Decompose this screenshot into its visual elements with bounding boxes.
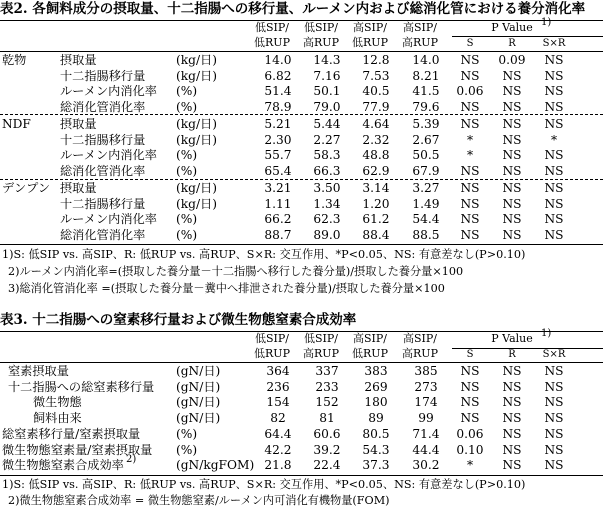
table-cell-value: 5.21 bbox=[264, 117, 292, 131]
table3-title: 表3. 十二指腸への窒素移行量および微生物態窒素合成効率 bbox=[0, 312, 357, 328]
column-header-line1: 低SIP/ bbox=[255, 332, 289, 345]
pvalue-col-sxr: S×R bbox=[542, 38, 566, 49]
table-cell-value: 89 bbox=[368, 411, 384, 426]
footnote: 2)微生物態窒素合成効率 = 微生物態窒素/ルーメン内可消化有機物量(FOM) bbox=[8, 494, 390, 507]
table-cell-pvalue: NS bbox=[544, 148, 564, 163]
table-cell-value: 39.2 bbox=[313, 442, 341, 457]
table-cell-value: 14.0 bbox=[412, 53, 440, 67]
table-cell-value: 81 bbox=[319, 411, 335, 426]
table2-group-divider bbox=[0, 114, 603, 115]
table-cell-value: 180 bbox=[364, 395, 388, 410]
table-cell-value: 5.39 bbox=[412, 117, 440, 131]
table-cell-pvalue: NS bbox=[502, 99, 522, 114]
table-cell-value: 1.20 bbox=[362, 196, 390, 211]
row-label: ルーメン内消化率 bbox=[60, 212, 157, 227]
row-unit: (gN/kgFOM) bbox=[176, 458, 255, 473]
table-cell-pvalue: NS bbox=[502, 212, 522, 227]
table-cell-value: 89.0 bbox=[313, 227, 341, 242]
column-header-line1: 低SIP/ bbox=[304, 21, 338, 34]
table-cell-pvalue: NS bbox=[502, 227, 522, 242]
row-label: 微生物態窒素量/窒素摂取量 bbox=[2, 442, 153, 457]
row-unit: (kg/日) bbox=[176, 53, 217, 67]
table-cell-pvalue: 0.10 bbox=[456, 442, 484, 457]
table-cell-pvalue: NS bbox=[544, 379, 564, 394]
table-cell-pvalue: NS bbox=[502, 163, 522, 178]
table3-header-rule bbox=[0, 362, 603, 363]
table-cell-pvalue: NS bbox=[502, 181, 522, 195]
footnote: 3)総消化管消化率 =(摂取した養分量－糞中へ排泄された養分量)/摂取した養分量×100 bbox=[8, 282, 445, 295]
row-unit: (kg/日) bbox=[176, 132, 217, 147]
column-header-line1: 低SIP/ bbox=[255, 21, 289, 34]
row-unit: (kg/日) bbox=[176, 196, 217, 211]
table-cell-pvalue: * bbox=[466, 458, 474, 473]
table2-header-rule bbox=[0, 51, 603, 52]
row-unit: (%) bbox=[176, 442, 198, 457]
table-cell-pvalue: NS bbox=[460, 68, 480, 83]
table-cell-pvalue: NS bbox=[544, 212, 564, 227]
table-cell-value: 55.7 bbox=[264, 148, 292, 163]
column-header-line2: 低RUP bbox=[254, 36, 290, 49]
table-cell-value: 80.5 bbox=[362, 426, 390, 441]
table-cell-pvalue: 0.09 bbox=[498, 53, 526, 67]
column-header-line1: 高SIP/ bbox=[403, 332, 437, 345]
row-label: ルーメン内消化率 bbox=[60, 84, 157, 99]
row-unit: (%) bbox=[176, 227, 198, 242]
table-cell-pvalue: NS bbox=[544, 426, 564, 441]
row-label: 十二指腸移行量 bbox=[60, 68, 146, 83]
table-cell-pvalue: NS bbox=[502, 132, 522, 147]
table-cell-value: 51.4 bbox=[264, 84, 292, 99]
table-cell-value: 152 bbox=[315, 395, 339, 410]
group-label: NDF bbox=[2, 117, 31, 131]
column-header-line1: 高SIP/ bbox=[403, 21, 437, 34]
table-cell-value: 77.9 bbox=[362, 99, 390, 114]
table-cell-pvalue: NS bbox=[460, 163, 480, 178]
column-header-line2: 低RUP bbox=[254, 347, 290, 360]
table-cell-value: 79.6 bbox=[412, 99, 440, 114]
table-cell-value: 6.82 bbox=[264, 68, 292, 83]
table-cell-value: 61.2 bbox=[362, 212, 390, 227]
table-cell-value: 54.3 bbox=[362, 442, 390, 457]
table-cell-value: 50.1 bbox=[313, 84, 341, 99]
table-cell-value: 14.3 bbox=[313, 53, 341, 67]
row-unit: (%) bbox=[176, 148, 198, 163]
column-header-line2: 低RUP bbox=[352, 36, 388, 49]
table-cell-value: 88.4 bbox=[362, 227, 390, 242]
table-cell-value: 78.9 bbox=[264, 99, 292, 114]
footnote: 2)ルーメン内消化率=(摂取した養分量－十二指腸へ移行した養分量)/摂取した養分量×100 bbox=[8, 265, 464, 278]
table-cell-pvalue: NS bbox=[502, 148, 522, 163]
table-cell-pvalue: NS bbox=[544, 442, 564, 457]
table-cell-pvalue: NS bbox=[544, 227, 564, 242]
table-cell-value: 14.0 bbox=[264, 53, 292, 67]
table-cell-pvalue: NS bbox=[460, 196, 480, 211]
row-label: 摂取量 bbox=[60, 117, 97, 131]
table-cell-pvalue: NS bbox=[502, 442, 522, 457]
table-cell-pvalue: NS bbox=[460, 53, 480, 67]
table-cell-pvalue: NS bbox=[544, 411, 564, 426]
pvalue-footnote-marker: 1) bbox=[541, 328, 552, 339]
table-cell-pvalue: NS bbox=[502, 379, 522, 394]
table-cell-value: 1.49 bbox=[412, 196, 440, 211]
table-cell-pvalue: NS bbox=[544, 364, 564, 378]
row-label: 十二指腸への総窒素移行量 bbox=[8, 379, 155, 394]
table-cell-value: 65.4 bbox=[264, 163, 292, 178]
row-unit: (gN/日) bbox=[176, 411, 221, 426]
table-cell-value: 2.32 bbox=[362, 132, 390, 147]
table-cell-pvalue: NS bbox=[544, 163, 564, 178]
table-cell-pvalue: NS bbox=[544, 84, 564, 99]
row-label: 微生物態 bbox=[33, 395, 82, 410]
column-header-line2: 低RUP bbox=[352, 347, 388, 360]
row-label: 総消化管消化率 bbox=[60, 227, 146, 242]
table-cell-pvalue: NS bbox=[502, 458, 522, 473]
table-cell-value: 88.5 bbox=[412, 227, 440, 242]
table-cell-value: 41.5 bbox=[412, 84, 440, 99]
table-cell-value: 50.5 bbox=[412, 148, 440, 163]
row-label: ルーメン内消化率 bbox=[60, 148, 157, 163]
table-cell-pvalue: NS bbox=[460, 395, 480, 410]
table-cell-value: 3.21 bbox=[264, 181, 292, 195]
table-cell-pvalue: * bbox=[466, 132, 474, 147]
table-cell-value: 233 bbox=[315, 379, 339, 394]
row-label: 総消化管消化率 bbox=[60, 99, 146, 114]
pvalue-col-s: S bbox=[466, 349, 474, 360]
table-cell-value: 364 bbox=[266, 364, 290, 378]
column-header-line1: 低SIP/ bbox=[304, 332, 338, 345]
table-cell-value: 58.3 bbox=[313, 148, 341, 163]
table-cell-value: 30.2 bbox=[412, 458, 440, 473]
footnote: 1)S: 低SIP vs. 高SIP、R: 低RUP vs. 高RUP、S×R: 交互作用、*P<0.05、NS: 有意差なし(P>0.10) bbox=[2, 248, 526, 261]
column-header-line2: 高RUP bbox=[402, 347, 438, 360]
table3-bottom-rule bbox=[0, 475, 603, 476]
table-cell-pvalue: NS bbox=[502, 68, 522, 83]
footnote: 1)S: 低SIP vs. 高SIP、R: 低RUP vs. 高RUP、S×R: 交互作用、*P<0.05、NS: 有意差なし(P>0.10) bbox=[2, 478, 526, 491]
table-cell-value: 385 bbox=[414, 364, 438, 378]
table-cell-value: 2.67 bbox=[412, 132, 440, 147]
row-unit: (%) bbox=[176, 84, 198, 99]
table-cell-value: 236 bbox=[266, 379, 290, 394]
table-cell-value: 48.8 bbox=[362, 148, 390, 163]
pvalue-col-s: S bbox=[466, 38, 474, 49]
table-cell-value: 44.4 bbox=[412, 442, 440, 457]
table-cell-value: 40.5 bbox=[362, 84, 390, 99]
table-cell-value: 82 bbox=[270, 411, 286, 426]
table-cell-value: 2.27 bbox=[313, 132, 341, 147]
table-cell-pvalue: NS bbox=[502, 395, 522, 410]
table-cell-value: 1.34 bbox=[313, 196, 341, 211]
table-cell-value: 8.21 bbox=[412, 68, 440, 83]
table-cell-value: 1.11 bbox=[264, 196, 292, 211]
table-cell-value: 88.7 bbox=[264, 227, 292, 242]
table-cell-value: 3.27 bbox=[412, 181, 440, 195]
table2-group-divider bbox=[0, 179, 603, 180]
row-label: 総消化管消化率 bbox=[60, 163, 146, 178]
table-cell-pvalue: NS bbox=[502, 426, 522, 441]
table-cell-value: 62.9 bbox=[362, 163, 390, 178]
row-unit: (%) bbox=[176, 426, 198, 441]
pvalue-col-r: R bbox=[508, 38, 516, 49]
table-cell-value: 37.3 bbox=[362, 458, 390, 473]
column-header-line1: 高SIP/ bbox=[353, 332, 387, 345]
table-cell-value: 12.8 bbox=[362, 53, 390, 67]
row-label: 摂取量 bbox=[60, 53, 97, 67]
table-cell-pvalue: NS bbox=[502, 196, 522, 211]
row-label: 総窒素移行量/窒素摂取量 bbox=[2, 426, 141, 441]
row-label: 摂取量 bbox=[60, 181, 97, 195]
column-header-line2: 高RUP bbox=[303, 36, 339, 49]
table-cell-value: 383 bbox=[364, 364, 388, 378]
table-cell-value: 273 bbox=[414, 379, 438, 394]
row-footnote-marker: 2) bbox=[126, 454, 137, 466]
table-cell-pvalue: NS bbox=[460, 181, 480, 195]
table-cell-pvalue: NS bbox=[544, 68, 564, 83]
table-cell-pvalue: NS bbox=[544, 196, 564, 211]
pvalue-col-sxr: S×R bbox=[542, 349, 566, 360]
table-cell-pvalue: 0.06 bbox=[456, 426, 484, 441]
table-cell-value: 22.4 bbox=[313, 458, 341, 473]
table-cell-pvalue: NS bbox=[544, 53, 564, 67]
table-cell-pvalue: NS bbox=[544, 117, 564, 131]
column-header-line2: 高RUP bbox=[402, 36, 438, 49]
table2-bottom-rule bbox=[0, 244, 603, 245]
pvalue-header: P Value bbox=[491, 332, 533, 345]
table-cell-pvalue: NS bbox=[544, 458, 564, 473]
table-cell-value: 3.50 bbox=[313, 181, 341, 195]
table-cell-pvalue: NS bbox=[460, 212, 480, 227]
table-cell-value: 3.14 bbox=[362, 181, 390, 195]
table-cell-value: 67.9 bbox=[412, 163, 440, 178]
column-header-line2: 高RUP bbox=[303, 347, 339, 360]
pvalue-footnote-marker: 1) bbox=[541, 17, 552, 28]
pvalue-header: P Value bbox=[491, 21, 533, 34]
group-label: 乾物 bbox=[2, 53, 27, 67]
table-cell-pvalue: NS bbox=[502, 117, 522, 131]
row-unit: (%) bbox=[176, 99, 198, 114]
table-cell-value: 66.2 bbox=[264, 212, 292, 227]
table-cell-value: 7.53 bbox=[362, 68, 390, 83]
table3-pvalue-rule bbox=[452, 348, 603, 349]
table-cell-value: 62.3 bbox=[313, 212, 341, 227]
column-header-line1: 高SIP/ bbox=[353, 21, 387, 34]
row-unit: (%) bbox=[176, 163, 198, 178]
table-cell-pvalue: NS bbox=[460, 117, 480, 131]
row-unit: (gN/日) bbox=[176, 364, 221, 378]
row-unit: (kg/日) bbox=[176, 181, 217, 195]
table-cell-pvalue: NS bbox=[544, 181, 564, 195]
table-cell-pvalue: NS bbox=[460, 379, 480, 394]
table-cell-pvalue: NS bbox=[460, 411, 480, 426]
table-cell-pvalue: * bbox=[550, 132, 558, 147]
row-label: 飼料由来 bbox=[33, 411, 82, 426]
row-label: 十二指腸移行量 bbox=[60, 196, 146, 211]
table-cell-value: 79.0 bbox=[313, 99, 341, 114]
table-cell-pvalue: NS bbox=[460, 364, 480, 378]
table-cell-value: 174 bbox=[414, 395, 438, 410]
table-cell-pvalue: NS bbox=[502, 84, 522, 99]
row-unit: (%) bbox=[176, 212, 198, 227]
table-cell-pvalue: NS bbox=[502, 364, 522, 378]
table-cell-value: 4.64 bbox=[362, 117, 390, 131]
table-cell-value: 64.4 bbox=[264, 426, 292, 441]
table-cell-pvalue: 0.06 bbox=[456, 84, 484, 99]
group-label: デンプン bbox=[2, 181, 51, 195]
table-cell-value: 7.16 bbox=[313, 68, 341, 83]
table-cell-pvalue: * bbox=[466, 148, 474, 163]
table-cell-pvalue: NS bbox=[502, 411, 522, 426]
table-cell-pvalue: NS bbox=[460, 99, 480, 114]
table-cell-pvalue: NS bbox=[460, 227, 480, 242]
table-cell-value: 337 bbox=[315, 364, 339, 378]
table-cell-value: 5.44 bbox=[313, 117, 341, 131]
table-cell-value: 66.3 bbox=[313, 163, 341, 178]
row-unit: (gN/日) bbox=[176, 395, 221, 410]
row-label: 微生物態窒素合成効率 bbox=[2, 458, 124, 473]
row-label: 十二指腸移行量 bbox=[60, 132, 146, 147]
table-cell-value: 99 bbox=[418, 411, 434, 426]
row-unit: (gN/日) bbox=[176, 379, 221, 394]
table-cell-value: 54.4 bbox=[412, 212, 440, 227]
row-unit: (kg/日) bbox=[176, 68, 217, 83]
table-cell-pvalue: NS bbox=[544, 395, 564, 410]
table-cell-value: 21.8 bbox=[264, 458, 292, 473]
table-cell-value: 154 bbox=[266, 395, 290, 410]
row-label: 窒素摂取量 bbox=[8, 364, 69, 378]
table-cell-value: 42.2 bbox=[264, 442, 292, 457]
pvalue-col-r: R bbox=[508, 349, 516, 360]
table-cell-pvalue: NS bbox=[544, 99, 564, 114]
table-cell-value: 71.4 bbox=[412, 426, 440, 441]
table2-pvalue-rule bbox=[452, 36, 603, 37]
table2-title: 表2. 各飼料成分の摂取量、十二指腸への移行量、ルーメン内および総消化管における養分消化率 bbox=[0, 1, 586, 17]
table-cell-value: 60.6 bbox=[313, 426, 341, 441]
table-cell-value: 269 bbox=[364, 379, 388, 394]
table-cell-value: 2.30 bbox=[264, 132, 292, 147]
row-unit: (kg/日) bbox=[176, 117, 217, 131]
